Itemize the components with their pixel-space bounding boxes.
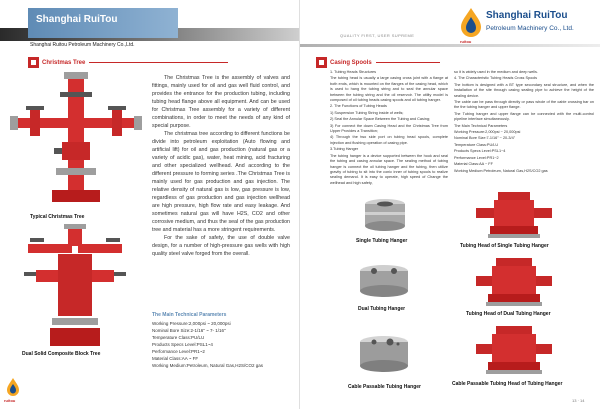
text-line: 4) Through the two side port on tubing head spools, complete injection and flushing operation of casing pipe. (330, 135, 448, 145)
text-line: The Tubing hanger and upper flange can be connected with the multi-control pipeline interface simultaneously. (454, 111, 594, 122)
section-title: Casing Spools (330, 59, 372, 66)
text-line: The cable can be pass through directly or pass whole of the cable crossing bar on the the tubing hanger and upper flange. (454, 100, 594, 110)
block-lower-flange (52, 318, 98, 325)
tree-master-valve (62, 142, 90, 160)
text-line: Temperature Class:PU/LU (454, 142, 499, 147)
single-tubing-hanger-image (356, 198, 414, 238)
brand-banner (28, 8, 178, 38)
text-line: 2. The Functions of Tubing Heads (330, 104, 387, 109)
brand-title: Shanghai RuiTou (36, 14, 118, 25)
caption-head-cable: Cable Passable Tubing Head of Tubing Hanger (452, 381, 563, 387)
caption-head-single: Tubing Head of Single Tubing Hanger (460, 243, 549, 249)
block-base (50, 328, 100, 346)
logo-tag: ruitou (460, 39, 472, 44)
param-item: Material Class:AA ~ FF (152, 356, 199, 361)
text-line: The tubing hanger is a device supported between the hook and seal the tubing and casing annular space. The sealing method of tubing hanger is connect the oil tubing hanger and the tubing, then utilize gravity of tubing to sit into the conic inner of tubing spools to realize sealing demand. It is easy to operate, high speed of Change the wellhead and high safety, (330, 153, 448, 185)
block-wheel-mid-right (114, 272, 126, 276)
block-cross-left (28, 244, 72, 253)
text-line: Working Medium:Petroleum, Natural Gas,H2S/CO2 gas (454, 168, 548, 173)
logo-company-name: Shanghai RuiTou (486, 10, 568, 21)
param-item: Temperature Class:PU/LU (152, 335, 205, 340)
caption-typical-tree: Typical Christmas Tree (30, 214, 85, 220)
text-line: Material Class:AA ~ FF (454, 162, 493, 167)
section-rule (89, 62, 228, 63)
text-line: 1. Tubing Heads Structures (330, 70, 377, 74)
block-cross-right (78, 244, 122, 253)
tree-wing-valve-left (30, 110, 40, 136)
text-line: The bottom is designed with a BT type secondary seal structure, and when the installation of the site through casing sealing pipe to achieve the height of the sealing device. (454, 82, 594, 98)
caption-head-dual: Tubing Head of Dual Tubing Hanger (466, 311, 551, 317)
text-line: 1) Suspension Tubing String inside of wells; (330, 110, 404, 115)
text-line: 3.Tubing Hanger (330, 147, 359, 152)
block-top-cap (64, 224, 86, 229)
section-badge-icon (28, 57, 39, 68)
tree-wing-valve-right (112, 110, 122, 136)
logo-company-subtitle: Petroleum Machinery Co., Ltd. (486, 25, 574, 32)
parameters-title: The Main Technical Parameters (152, 312, 227, 318)
brand-subtitle: Shanghai Ruitou Petroleum Machinery Co.,Ltd. (30, 42, 135, 48)
param-item: Products Specs Level:PSL1~4 (152, 342, 213, 347)
tubing-heads-column-2 (454, 70, 594, 175)
footer-logo-text: ruitou (4, 398, 16, 403)
dual-block-tree-image (6, 224, 146, 349)
tree-master-wheel (54, 148, 62, 154)
text-line: 3) For connect the down Casing Head and the Christmas Tree from Upper Provides a Transition; (330, 123, 448, 134)
tree-wheel-top (60, 92, 92, 97)
text-line: Performance Level:PR1~2 (454, 155, 499, 160)
param-item: Working Medium:Petroleum, Natural Gas,H2S/CO2 gas (152, 363, 263, 368)
tree-flange-left (10, 116, 18, 130)
block-main (58, 254, 92, 316)
text-line: Working Pressure:2,000psi ~ 20,000psi (454, 130, 521, 135)
tree-wheel-left (26, 106, 44, 110)
quality-slogan: QUALITY FIRST, USER SUPREME (340, 33, 415, 38)
page-numbers: 13 · 14 (572, 398, 585, 403)
company-logo (460, 6, 595, 46)
param-item: Working Pressure:2,000psi ~ 20,000psi (152, 321, 231, 326)
text-line: Products Specs Level:PSL1~4 (454, 149, 506, 154)
block-side-right (92, 270, 114, 282)
caption-dual-hanger: Dual Tubing Hanger (358, 306, 406, 312)
tree-top-cap (64, 72, 88, 79)
caption-cable-hanger: Cable Passable Tubing Hanger (348, 384, 421, 390)
tree-cross-left (18, 118, 70, 128)
tree-wheel-right (108, 106, 126, 110)
christmas-tree-description (152, 74, 290, 258)
tubing-head-dual-image (474, 256, 554, 308)
block-wheel-right (106, 238, 120, 242)
tree-flange-right (134, 116, 142, 130)
paragraph-1: The Christmas Tree is the assembly of valves and fittings, mainly used for oil and gas well fluid control, and provides the entrance for the production tubing, including tubing head flange above all equipment. And can be used for Christmas Tree assembly for a variety of different combinations, in order to meet the needs of any kind of special purpose. (152, 75, 290, 129)
cable-tubing-head-image (474, 324, 554, 378)
section-header-christmas-tree (28, 57, 228, 68)
text-line: The tubing head is usually a large casing cross joint with a flange at both ends, which is mounted on the flanges of the casing head, which is used to hang the tubing string and to seal the annular space between the tubing string and the oil reservoir. The utility model is composed of oil tubing heads casing spools and oil tubing hanger. (330, 76, 448, 103)
tree-base (52, 190, 100, 202)
section-header-casing-spools (316, 57, 440, 68)
caption-single-hanger: Single Tubing Hanger (356, 238, 408, 244)
param-item: Performance Level:PR1~2 (152, 349, 205, 354)
section-title: Christmas Tree (42, 59, 86, 66)
text-line: 2) Seal the Annular Space Between the Tubing and Casing; (330, 117, 431, 122)
caption-dual-block-tree: Dual Solid Composite Block Tree (22, 351, 101, 357)
oil-drop-logo-icon (460, 8, 482, 38)
tubing-head-single-image (474, 190, 554, 240)
section-badge-icon (316, 57, 327, 68)
cable-tubing-hanger-image (352, 334, 416, 378)
block-wheel-left (30, 238, 44, 242)
text-line: Nominal Bore Size:7-1/16" ~ 20-3/4" (454, 136, 516, 141)
text-line: The Main Technical Parameters (454, 123, 508, 128)
christmas-tree-parameters (152, 312, 292, 369)
section-rule (376, 62, 440, 63)
tree-cross-right (82, 118, 134, 128)
param-item: Nominal Bore Size:2-1/16" ~ 7- 1/16" (152, 328, 226, 333)
paragraph-3: For the sake of safety, the use of double valve design, for a number of high-pressure gas wells with high quality steel valve forged from the overall. (152, 235, 290, 257)
tubing-heads-column-1 (330, 70, 448, 187)
paragraph-2: The christmas tree according to different functions be divide into petroleum exploitation (Auto flowing and artificial lift) for oil and gas production (natural gas or a variety of acidic gas), water, heat mining, acid fracturing and other specialized wellhead. And according to the different pressure to forming series .The Christmas Tree is mainly used for gas production and gas injection. The relative density of natural gas is low, gas pressure is low, regardless of gas production and gas injection wellhead are high pressure, high flow rate and easy leakage. And sometimes natural gas will have H2S, CO2 and other corrosive medium, and thus the seal of the gas production tree and material has a more stringent requirements. (152, 131, 290, 233)
dual-tubing-hanger-image (352, 264, 416, 304)
tree-lower-flange (56, 168, 96, 175)
text-line: 4. The Characteristic Tubing Heads Cross Spools (454, 76, 538, 81)
text-line: so it is widely used in the medium and deep wells. (454, 70, 538, 74)
typical-christmas-tree-image (4, 70, 149, 210)
block-wheel-mid-left (24, 272, 36, 276)
footer-logo-icon (6, 378, 20, 396)
block-side-left (36, 270, 58, 282)
